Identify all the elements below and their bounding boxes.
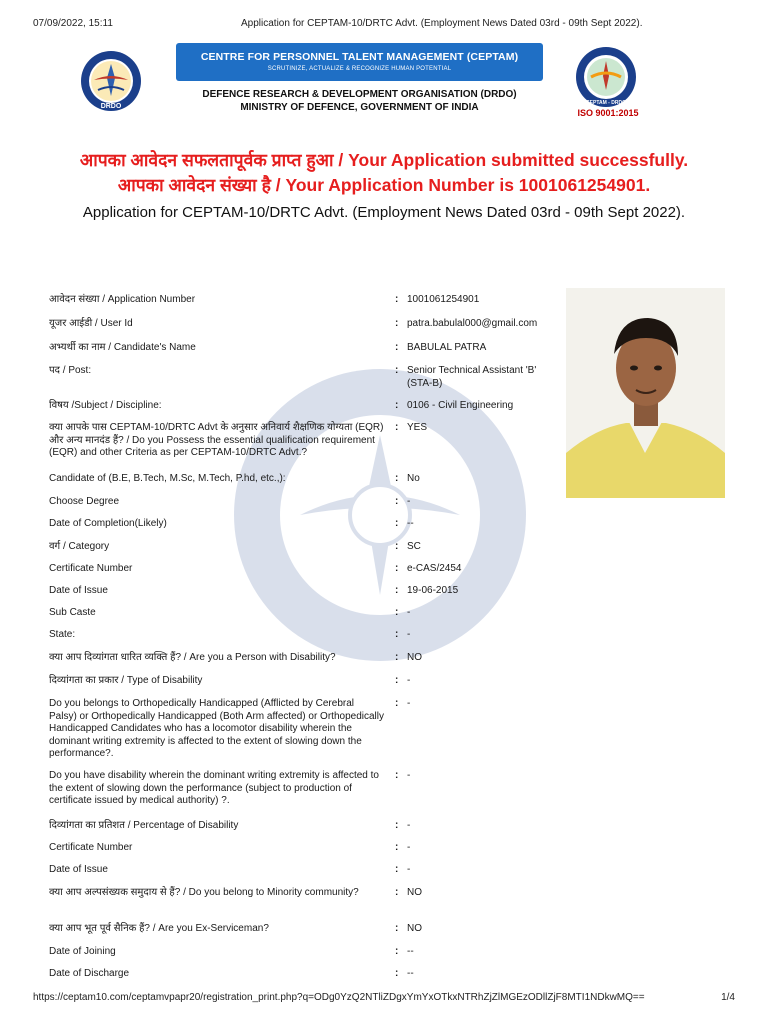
field-value: NO [407, 887, 422, 898]
field-colon: : [395, 820, 399, 831]
field-value: NO [407, 652, 422, 663]
candidate-photo [566, 288, 725, 498]
banner-title: CENTRE FOR PERSONNEL TALENT MANAGEMENT (CEPTAM) [200, 51, 519, 63]
field-colon: : [395, 698, 399, 709]
field-colon: : [395, 770, 399, 781]
field-value: patra.babulal000@gmail.com [407, 318, 538, 329]
success-line-2: आपका आवेदन संख्या है / Your Application Number is 1001061254901. [117, 175, 651, 195]
field-value: - [407, 629, 411, 640]
field-colon: : [395, 518, 399, 529]
field-value: - [407, 698, 411, 709]
field-label: Date of Issue [49, 585, 108, 596]
field-label: Date of Joining [49, 946, 116, 957]
field-colon: : [395, 342, 399, 353]
field-label: Do you have disability wherein the dominant writing extremity is affected to the extent of slowing down the performance (subject to production of certificate issued by medical authority) ?. [49, 770, 379, 806]
field-value: BABULAL PATRA [407, 342, 487, 353]
field-value: Senior Technical Assistant 'B' (STA-B) [407, 365, 537, 389]
field-colon: : [395, 675, 399, 686]
drdo-logo-text: DRDO [100, 103, 122, 110]
ceptam-banner [176, 43, 543, 81]
field-label: State: [49, 629, 76, 640]
field-colon: : [395, 652, 399, 663]
field-label: Choose Degree [49, 496, 120, 507]
field-colon: : [395, 365, 399, 376]
field-colon: : [395, 946, 399, 957]
field-label: क्या आप दिव्यांगता धारित व्यक्ति हैं? / Are you a Person with Disability? [49, 652, 336, 663]
field-label: Certificate Number [49, 563, 133, 574]
field-label: Date of Discharge [49, 968, 130, 979]
field-value: - [407, 820, 411, 831]
field-colon: : [395, 629, 399, 640]
field-colon: : [395, 422, 399, 433]
field-label: अभ्यर्थी का नाम / Candidate's Name [49, 342, 196, 353]
field-label: विषय /Subject / Discipline: [49, 400, 162, 411]
success-line-1: आपका आवेदन सफलतापूर्वक प्राप्त हुआ / Your Application submitted successfully. [79, 150, 689, 170]
field-colon: : [395, 585, 399, 596]
field-value: 0106 - Civil Engineering [407, 400, 514, 411]
field-colon: : [395, 294, 399, 305]
field-label: Sub Caste [49, 607, 96, 618]
field-value: - [407, 496, 411, 507]
field-label: आवेदन संख्या / Application Number [49, 294, 196, 305]
field-colon: : [395, 400, 399, 411]
field-colon: : [395, 318, 399, 329]
field-label: यूजर आईडी / User Id [49, 318, 133, 329]
ceptam-logo [575, 46, 637, 108]
print-header [0, 18, 768, 32]
print-footer [0, 992, 768, 1006]
field-value: - [407, 675, 411, 686]
print-datetime: 07/09/2022, 15:11 [33, 18, 113, 29]
field-label: दिव्यांगता का प्रकार / Type of Disability [49, 675, 203, 686]
field-value: - [407, 842, 411, 853]
field-colon: : [395, 563, 399, 574]
field-value: NO [407, 923, 422, 934]
field-colon: : [395, 842, 399, 853]
field-colon: : [395, 923, 399, 934]
field-colon: : [395, 864, 399, 875]
field-value: - [407, 607, 411, 618]
application-subtitle: Application for CEPTAM-10/DRTC Advt. (Employment News Dated 03rd - 09th Sept 2022). [82, 204, 686, 221]
field-colon: : [395, 968, 399, 979]
org-line-2: MINISTRY OF DEFENCE, GOVERNMENT OF INDIA [240, 102, 479, 113]
field-label: Certificate Number [49, 842, 133, 853]
field-label: क्या आप अल्पसंख्यक समुदाय से हैं? / Do you belong to Minority community? [49, 887, 359, 898]
field-value: e-CAS/2454 [407, 563, 462, 574]
field-colon: : [395, 607, 399, 618]
field-value: SC [407, 541, 421, 552]
field-label: Do you belongs to Orthopedically Handicapped (Afflicted by Cerebral Palsy) or Orthopedically Handicapped (Both Arm affected) or Orthopedically Handicapped Candidates who has a locomotor disability wherein the dominant writing extremity is affected to the extent of slowing down the performance?. [49, 698, 384, 759]
field-colon: : [395, 541, 399, 552]
field-colon: : [395, 496, 399, 507]
print-url[interactable]: https://ceptam10.com/ceptamvpapr20/registration_print.php?q=ODg0YzQ2NTliZDgxYmYxOTkxNTRhZjZlMGEzODllZjF8MTI1NDkwMQ== [33, 992, 645, 1003]
field-value: 19-06-2015 [407, 585, 459, 596]
ceptam-logo-text: CEPTAM - DRDO [586, 100, 626, 106]
banner-tagline: SCRUTINIZE, ACTUALIZE & RECOGNIZE HUMAN POTENTIAL [267, 66, 452, 72]
field-label: Date of Completion(Likely) [49, 518, 167, 529]
field-value: No [407, 473, 420, 484]
field-value: - [407, 864, 411, 875]
field-label: Candidate of (B.E, B.Tech, M.Sc, M.Tech, P.hd, etc.,): [49, 473, 286, 484]
field-label: दिव्यांगता का प्रतिशत / Percentage of Disability [49, 820, 239, 831]
field-value: -- [407, 518, 414, 529]
success-message [0, 148, 768, 198]
field-label: क्या आप भूत पूर्व सैनिक हैं? / Are you Ex-Serviceman? [49, 923, 269, 934]
page-number: 1/4 [721, 992, 735, 1003]
field-label: क्या आपके पास CEPTAM-10/DRTC Advt के अनुसार अनिवार्य शैक्षणिक योग्यता (EQR) और अन्य मानदंड हैं? / Do you Possess the essential qualification requirement (EQR) and other Criteria as per CEPTAM-10/DRTC Advt.? [49, 422, 384, 458]
print-title: Application for CEPTAM-10/DRTC Advt. (Employment News Dated 03rd - 09th Sept 2022). [241, 18, 643, 29]
field-label: वर्ग / Category [49, 541, 110, 552]
drdo-logo [80, 50, 142, 112]
field-value: - [407, 770, 411, 781]
organisation-name [176, 88, 543, 114]
field-colon: : [395, 887, 399, 898]
field-value: -- [407, 946, 414, 957]
field-colon: : [395, 473, 399, 484]
org-line-1: DEFENCE RESEARCH & DEVELOPMENT ORGANISATION (DRDO) [202, 89, 517, 100]
field-label: पद / Post: [49, 365, 92, 376]
field-label: Date of Issue [49, 864, 108, 875]
field-value: -- [407, 968, 414, 979]
iso-label: ISO 9001:2015 [577, 108, 639, 118]
field-value: 1001061254901 [407, 294, 480, 305]
field-value: YES [407, 422, 428, 433]
